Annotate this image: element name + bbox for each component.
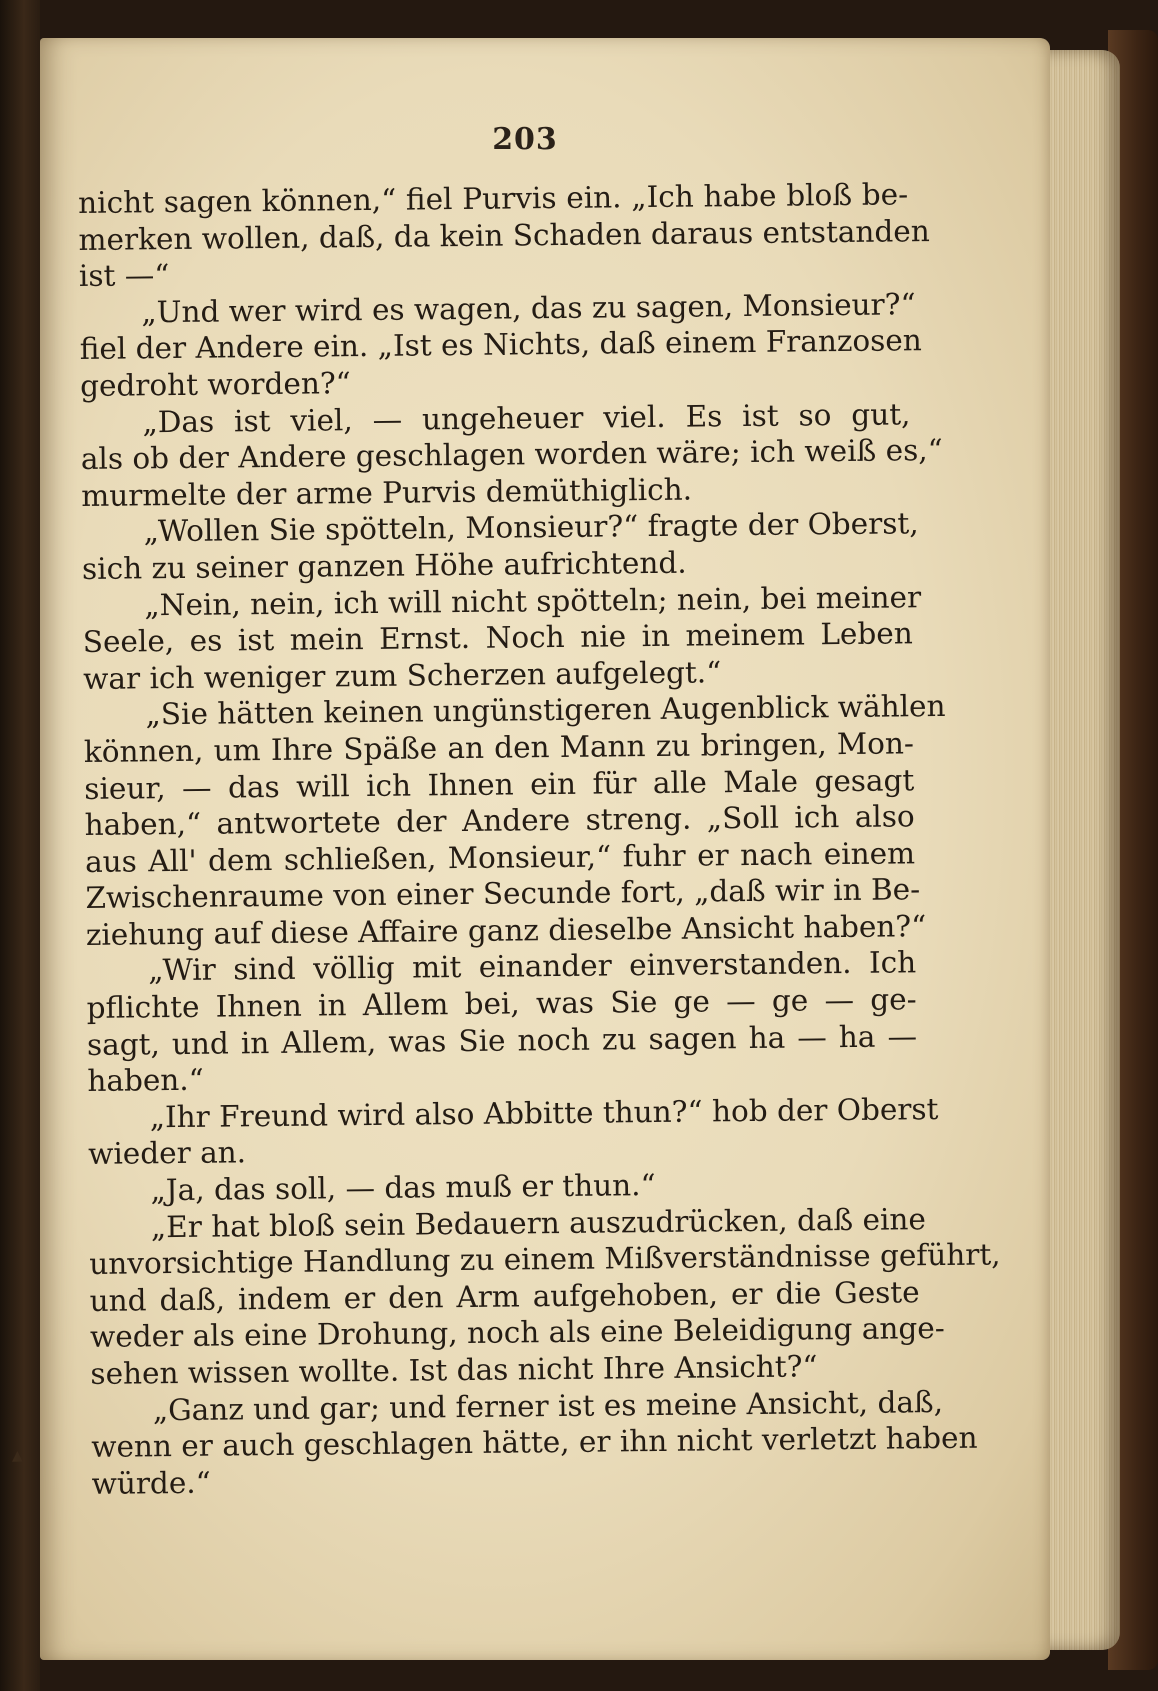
text-line: wenn er auch geschlagen hätte, er ihn nicht verletzt haben <box>91 1420 978 1465</box>
text-line: nicht sagen können,“ fiel Purvis ein. „Ich habe bloß be- <box>78 177 909 220</box>
text-line: als ob der Andere geschlagen worden wäre; ich weiß es,“ <box>80 433 943 477</box>
text-line: unvorsichtige Handlung zu einem Mißverständnisse geführt, <box>89 1237 1001 1282</box>
text-line: haben,“ antwortete der Andere streng. „Soll ich also <box>84 799 915 843</box>
text-line: wieder an. <box>87 1135 247 1172</box>
text-line: würde.“ <box>91 1465 211 1501</box>
text-line: ziehung auf diese Affaire ganz dieselbe Ansicht haben?“ <box>85 909 927 952</box>
text-line: „Ihr Freund wird also Abbitte thun?“ hob der Oberst <box>149 1091 939 1135</box>
text-line: haben.“ <box>87 1062 204 1099</box>
text-line: „Wir sind völlig mit einander einverstanden. Ich <box>148 945 917 988</box>
text-line: „Das ist viel, — ungeheuer viel. Es ist so gut, <box>142 396 911 439</box>
text-line: pflichte Ihnen in Allem bei, was Sie ge — ge — ge- <box>86 982 917 1026</box>
left-cover-board <box>0 0 40 1691</box>
text-line: sieur, — das will ich Ihnen ein für alle Male gesagt <box>84 762 915 806</box>
body-text <box>78 176 1001 1502</box>
text-line: murmelte der arme Purvis demüthiglich. <box>81 472 693 513</box>
text-line: ist —“ <box>78 258 170 294</box>
text-line: sagt, und in Allem, was Sie noch zu sagen ha — ha — <box>86 1018 918 1062</box>
text-line: war ich weniger zum Scherzen aufgelegt.“ <box>82 655 722 696</box>
text-line: Zwischenraume von einer Secunde fort, „daß wir in Be- <box>85 872 921 916</box>
text-line: gedroht worden?“ <box>79 366 351 403</box>
text-line: können, um Ihre Späße an den Mann zu bringen, Mon- <box>83 726 915 769</box>
text-line: „Und wer wird es wagen, das zu sagen, Monsieur?“ <box>141 287 916 330</box>
text-line: „Ganz und gar; und ferner ist es meine Ansicht, daß, <box>152 1384 944 1427</box>
text-line: „Ja, das soll, — das muß er thun.“ <box>150 1168 656 1208</box>
text-line: sehen wissen wollte. Ist das nicht Ihre Ansicht?“ <box>90 1349 818 1391</box>
text-line: sich zu seiner ganzen Höhe aufrichtend. <box>81 545 687 586</box>
text-line: merken wollen, daß, da kein Schaden daraus entstanden <box>78 213 930 257</box>
text-line: „Sie hätten keinen ungünstigeren Augenblick wählen <box>145 689 946 732</box>
text-line: aus All' dem schließen, Monsieur,“ fuhr er nach einem <box>84 835 916 879</box>
text-line: „Er hat bloß sein Bedauern auszudrücken, daß eine <box>150 1201 927 1244</box>
text-line: „Wollen Sie spötteln, Monsieur?“ fragte der Oberst, <box>143 506 919 549</box>
text-line: Seele, es ist mein Ernst. Noch nie in meinem Leben <box>82 616 913 660</box>
text-line: „Nein, nein, ich will nicht spötteln; nein, bei meiner <box>144 579 922 622</box>
text-line: weder als eine Drohung, noch als eine Beleidigung ange- <box>89 1311 945 1355</box>
text-line: fiel der Andere ein. „Ist es Nichts, daß einem Franzosen <box>79 323 922 367</box>
margin-mark-icon: ▲ <box>12 1448 23 1464</box>
text-line: und daß, indem er den Arm aufgehoben, er die Geste <box>89 1275 920 1318</box>
page-number: 203 <box>492 122 558 157</box>
